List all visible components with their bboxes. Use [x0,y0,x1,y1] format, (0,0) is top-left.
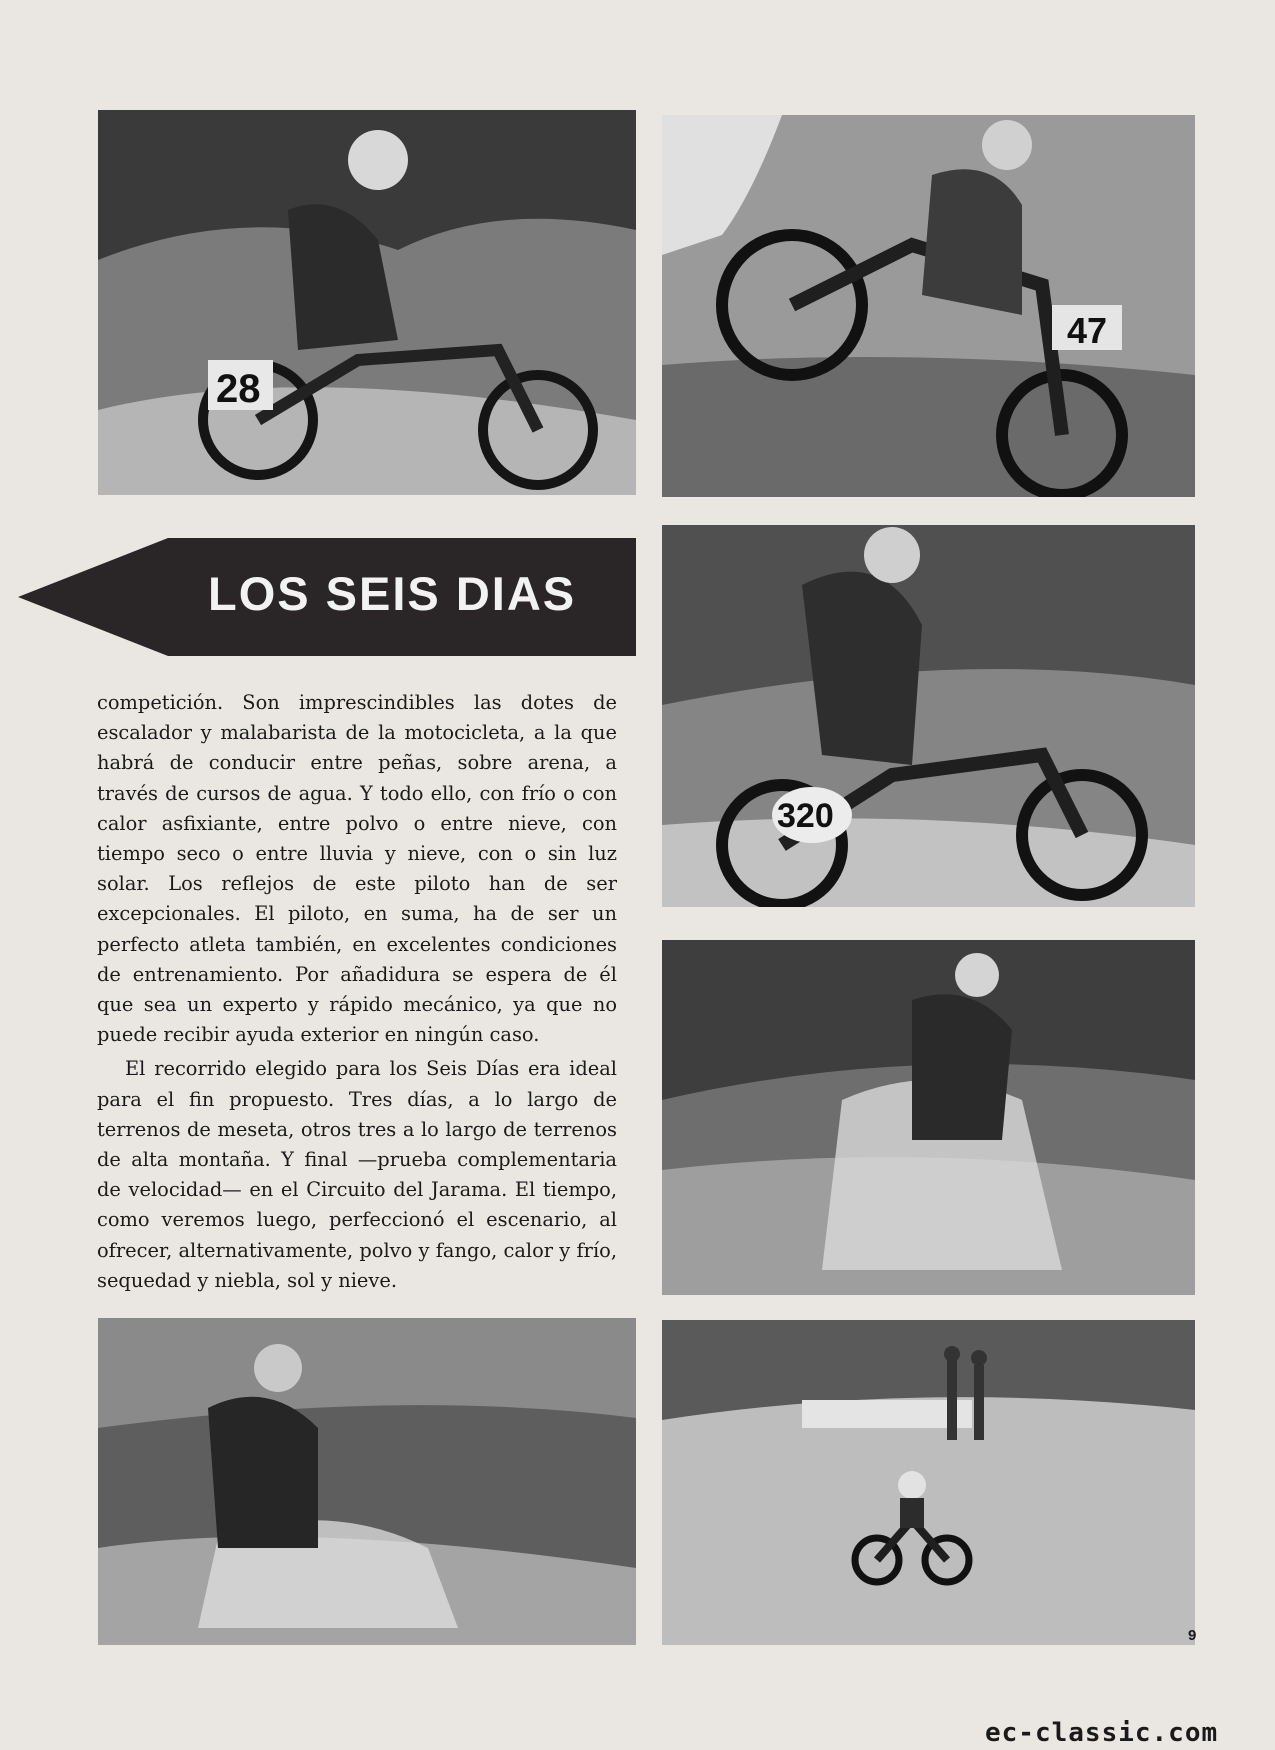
photo-rider-28 [98,110,636,495]
article-body [97,688,617,1296]
photo-rider-47 [662,115,1195,497]
plate-number-28: 28 [216,367,261,411]
watermark: ec-classic.com [985,1718,1219,1748]
photo-rider-rocky-stream [98,1318,636,1645]
article-paragraph: competición. Son imprescindibles las dotes de escalador y malabarista de la motocicleta, a la que habrá de conducir entre peñas, sobre arena, a través de cursos de agua. Y todo ello, con frío o con calor asfixiante, entre polvo o entre nieve, con tiempo seco o entre lluvia y nieve, con o sin luz solar. Los reflejos de este piloto han de ser excepcionales. El piloto, en suma, ha de ser un perfecto atleta también, en excelentes condiciones de entrenamiento. Por añadidura se espera de él que sea un experto y rápido mecánico, ya que no puede recibir ayuda exterior en ningún caso. [97,691,617,1047]
plate-number-47: 47 [1067,310,1108,351]
photo-rider-water-splash [662,940,1195,1295]
page-title: LOS SEIS DIAS [208,567,577,620]
page-number: 9 [1188,1627,1197,1644]
title-banner [18,538,636,656]
plate-number-320: 320 [777,797,834,835]
photo-rider-sand-spectators [662,1320,1195,1645]
article-paragraph: El recorrido elegido para los Seis Días era ideal para el fin propuesto. Tres días, a lo largo de terrenos de meseta, otros tres a lo largo de terrenos de alta montaña. Y final —prueba complementaria de velocidad— en el Circuito del Jarama. El tiempo, como veremos luego, perfeccionó el escenario, al ofrecer, alternativamente, polvo y fango, calor y frío, sequedad y niebla, sol y nieve. [97,1057,617,1292]
photo-rider-320 [662,525,1195,907]
